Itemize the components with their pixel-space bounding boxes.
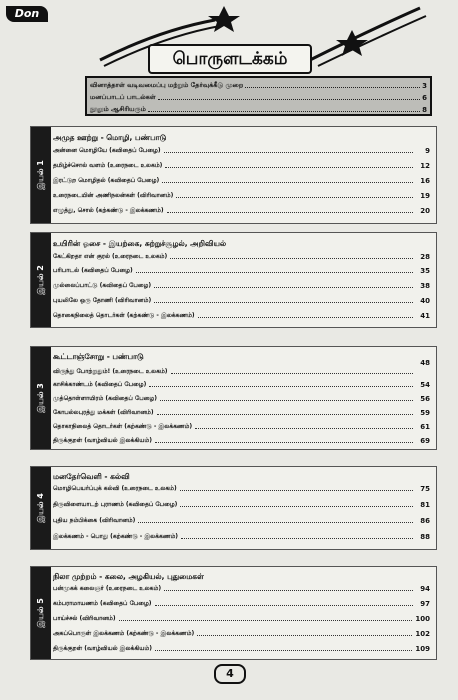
toc-entry[interactable]: திருக்குறள் (வாழ்வியல் இலக்கியம்) 109 [53, 645, 430, 653]
unit-tab: இயல் 5 [31, 567, 51, 659]
toc-entry[interactable]: கேட்கிறதா என் குரல் (உரைநடை உலகம்) 28 [53, 253, 430, 261]
toc-entry[interactable]: விருந்து போற்றுதும்! (உரைநடை உலகம்) [53, 364, 430, 376]
unit-section-1 [30, 126, 437, 224]
unit-tab: இயல் 4 [31, 467, 51, 549]
toc-entry[interactable]: கோபல்லபுரத்து மக்கள் (விரிவானம்) 59 [53, 409, 430, 417]
unit-section-4 [30, 466, 437, 550]
unit-title: அமுத ஊற்று - மொழி, பண்பாடு [53, 133, 167, 142]
toc-entry[interactable]: உரைநடையின் அணிநலன்கள் (விரிவானம்) 19 [53, 192, 430, 200]
intro-row[interactable]: மனப்பாடப் பாடல்கள் 6 [90, 93, 427, 102]
toc-entry[interactable]: தொகைநிலைத் தொடர்கள் (கற்கண்டு - இலக்கணம்) 41 [53, 312, 430, 320]
unit-section-5 [30, 566, 437, 660]
unit-title: மனதேர்வெளி - கல்வி [53, 472, 130, 481]
toc-entry[interactable]: காசிக்காண்டம் (கவிதைப் பேழை) 54 [53, 381, 430, 389]
toc-entry[interactable]: திருவிளையாடற் புராணம் (கவிதைப் பேழை) 81 [53, 501, 430, 509]
unit-title: கூட்டாஞ்சோறு - பண்பாடு [53, 352, 144, 361]
unit-section-3 [30, 346, 437, 450]
intro-box [85, 76, 432, 116]
toc-entry[interactable]: அன்னை மொழியே (கவிதைப் பேழை) 9 [53, 147, 430, 155]
unit-tab: இயல் 2 [31, 233, 51, 327]
toc-entry[interactable]: முல்லைப்பாட்டு (கவிதைப் பேழை) 38 [53, 282, 430, 290]
toc-entry[interactable]: தொகாநிலைத் தொடர்கள் (கற்கண்டு - இலக்கணம்) 61 [53, 423, 430, 431]
toc-entry[interactable]: பரிபாடல் (கவிதைப் பேழை) 35 [53, 267, 430, 275]
unit-tab: இயல் 3 [31, 347, 51, 449]
brand-logo: Don [6, 6, 48, 22]
toc-entry[interactable]: புயலிலே ஒரு தோணி (விரிவானம்) 40 [53, 297, 430, 305]
page-title: பொருளடக்கம் [148, 44, 312, 74]
toc-entry[interactable]: பன்முகக் கலைஞர் (உரைநடை உலகம்) 94 [53, 585, 430, 593]
toc-entry[interactable]: திருக்குறள் (வாழ்வியல் இலக்கியம்) 69 [53, 437, 430, 445]
unit-tab: இயல் 1 [31, 127, 51, 223]
toc-entry[interactable]: பாய்ச்சல் (விரிவானம்) 100 [53, 615, 430, 623]
page-number: 4 [214, 664, 246, 684]
toc-entry[interactable]: இலக்கணம் - பொது (கற்கண்டு - இலக்கணம்) 88 [53, 533, 430, 541]
toc-entry[interactable]: அகப்பொருள் இலக்கணம் (கற்கண்டு - இலக்கணம்) 102 [53, 630, 430, 638]
unit-title: நிலா முற்றம் - கலை, அழகியல், புதுமைகள் [53, 572, 204, 581]
toc-entry[interactable]: மொழிபெயர்ப்புக் கல்வி (உரைநடை உலகம்) 75 [53, 485, 430, 493]
intro-row[interactable]: நூலும் ஆசிரியரும் 8 [90, 105, 427, 114]
toc-entry[interactable]: முத்தொள்ளாயிரம் (கவிதைப் பேழை) 56 [53, 395, 430, 403]
toc-entry[interactable]: தமிழ்ச்சொல் வளம் (உரைநடை உலகம்) 12 [53, 162, 430, 170]
toc-entry[interactable]: புதிய நம்பிக்கை (விரிவானம்) 86 [53, 517, 430, 525]
toc-entry[interactable]: எழுத்து, சொல் (கற்கண்டு - இலக்கணம்) 20 [53, 207, 430, 215]
intro-row[interactable]: வினாத்தாள் வடிவமைப்பு மற்றும் தேர்வுக்கீடு முறை 3 [90, 81, 427, 90]
unit-title: உயிரின் ஓசை - இயற்கை, சுற்றுச்சூழல், அறிவியல் [53, 239, 227, 248]
unit-section-2 [30, 232, 437, 328]
toc-entry[interactable]: இரட்டுற மொழிதல் (கவிதைப் பேழை) 16 [53, 177, 430, 185]
toc-entry[interactable]: 48 [420, 359, 430, 367]
toc-entry[interactable]: கம்பராமாயணம் (கவிதைப் பேழை) 97 [53, 600, 430, 608]
